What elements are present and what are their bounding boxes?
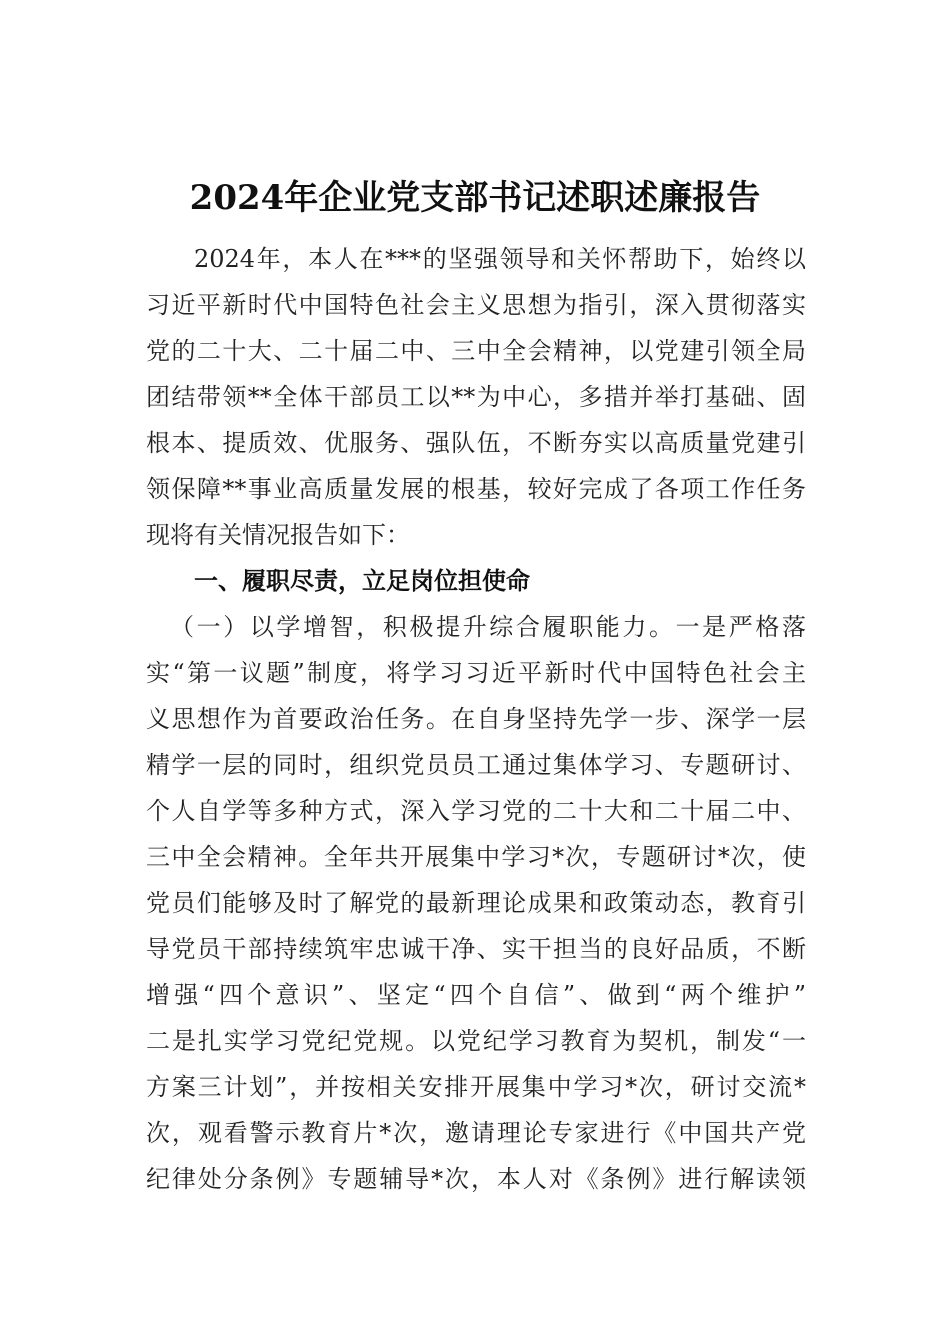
paragraph-line: 三中全会精神。全年共开展集中学习*次，专题研讨*次，使	[146, 843, 806, 871]
paragraph-line: 团结带领**全体干部员工以**为中心，多措并举打基础、固	[146, 383, 806, 411]
paragraph-line: 2024年，本人在***的坚强领导和关怀帮助下，始终以	[194, 245, 806, 273]
paragraph-line: 党的二十大、二十届二中、三中全会精神，以党建引领全局	[146, 337, 806, 365]
section-heading: 一、履职尽责，立足岗位担使命	[194, 567, 530, 595]
document-title: 2024年企业党支部书记述职述廉报告	[189, 178, 761, 218]
paragraph-line: 增强“四个意识”、坚定“四个自信”、做到“两个维护”	[146, 981, 806, 1009]
paragraph-line: 精学一层的同时，组织党员员工通过集体学习、专题研讨、	[146, 751, 806, 779]
paragraph-line: 实“第一议题”制度，将学习习近平新时代中国特色社会主	[146, 659, 806, 687]
document-body	[146, 236, 806, 1202]
paragraph-line: 领保障**事业高质量发展的根基，较好完成了各项工作任务	[146, 475, 806, 503]
paragraph-line: 义思想作为首要政治任务。在自身坚持先学一步、深学一层	[146, 705, 806, 733]
paragraph-line: 现将有关情况报告如下：	[146, 521, 410, 549]
paragraph-line: 习近平新时代中国特色社会主义思想为指引，深入贯彻落实	[146, 291, 806, 319]
paragraph-line: 二是扎实学习党纪党规。以党纪学习教育为契机，制发“一	[146, 1027, 806, 1055]
paragraph-line: 党员们能够及时了解党的最新理论成果和政策动态，教育引	[146, 889, 806, 917]
paragraph-line: 导党员干部持续筑牢忠诚干净、实干担当的良好品质，不断	[146, 935, 806, 963]
paragraph-line: 个人自学等多种方式，深入学习党的二十大和二十届二中、	[146, 797, 806, 825]
paragraph-line: 方案三计划”，并按相关安排开展集中学习*次，研讨交流*	[146, 1073, 806, 1101]
paragraph-line: 次，观看警示教育片*次，邀请理论专家进行《中国共产党	[146, 1119, 806, 1147]
paragraph-line: 纪律处分条例》专题辅导*次，本人对《条例》进行解读领	[146, 1165, 806, 1193]
paragraph-line: （一）以学增智，积极提升综合履职能力。一是严格落	[170, 613, 806, 641]
paragraph-line: 根本、提质效、优服务、强队伍，不断夯实以高质量党建引	[146, 429, 806, 457]
